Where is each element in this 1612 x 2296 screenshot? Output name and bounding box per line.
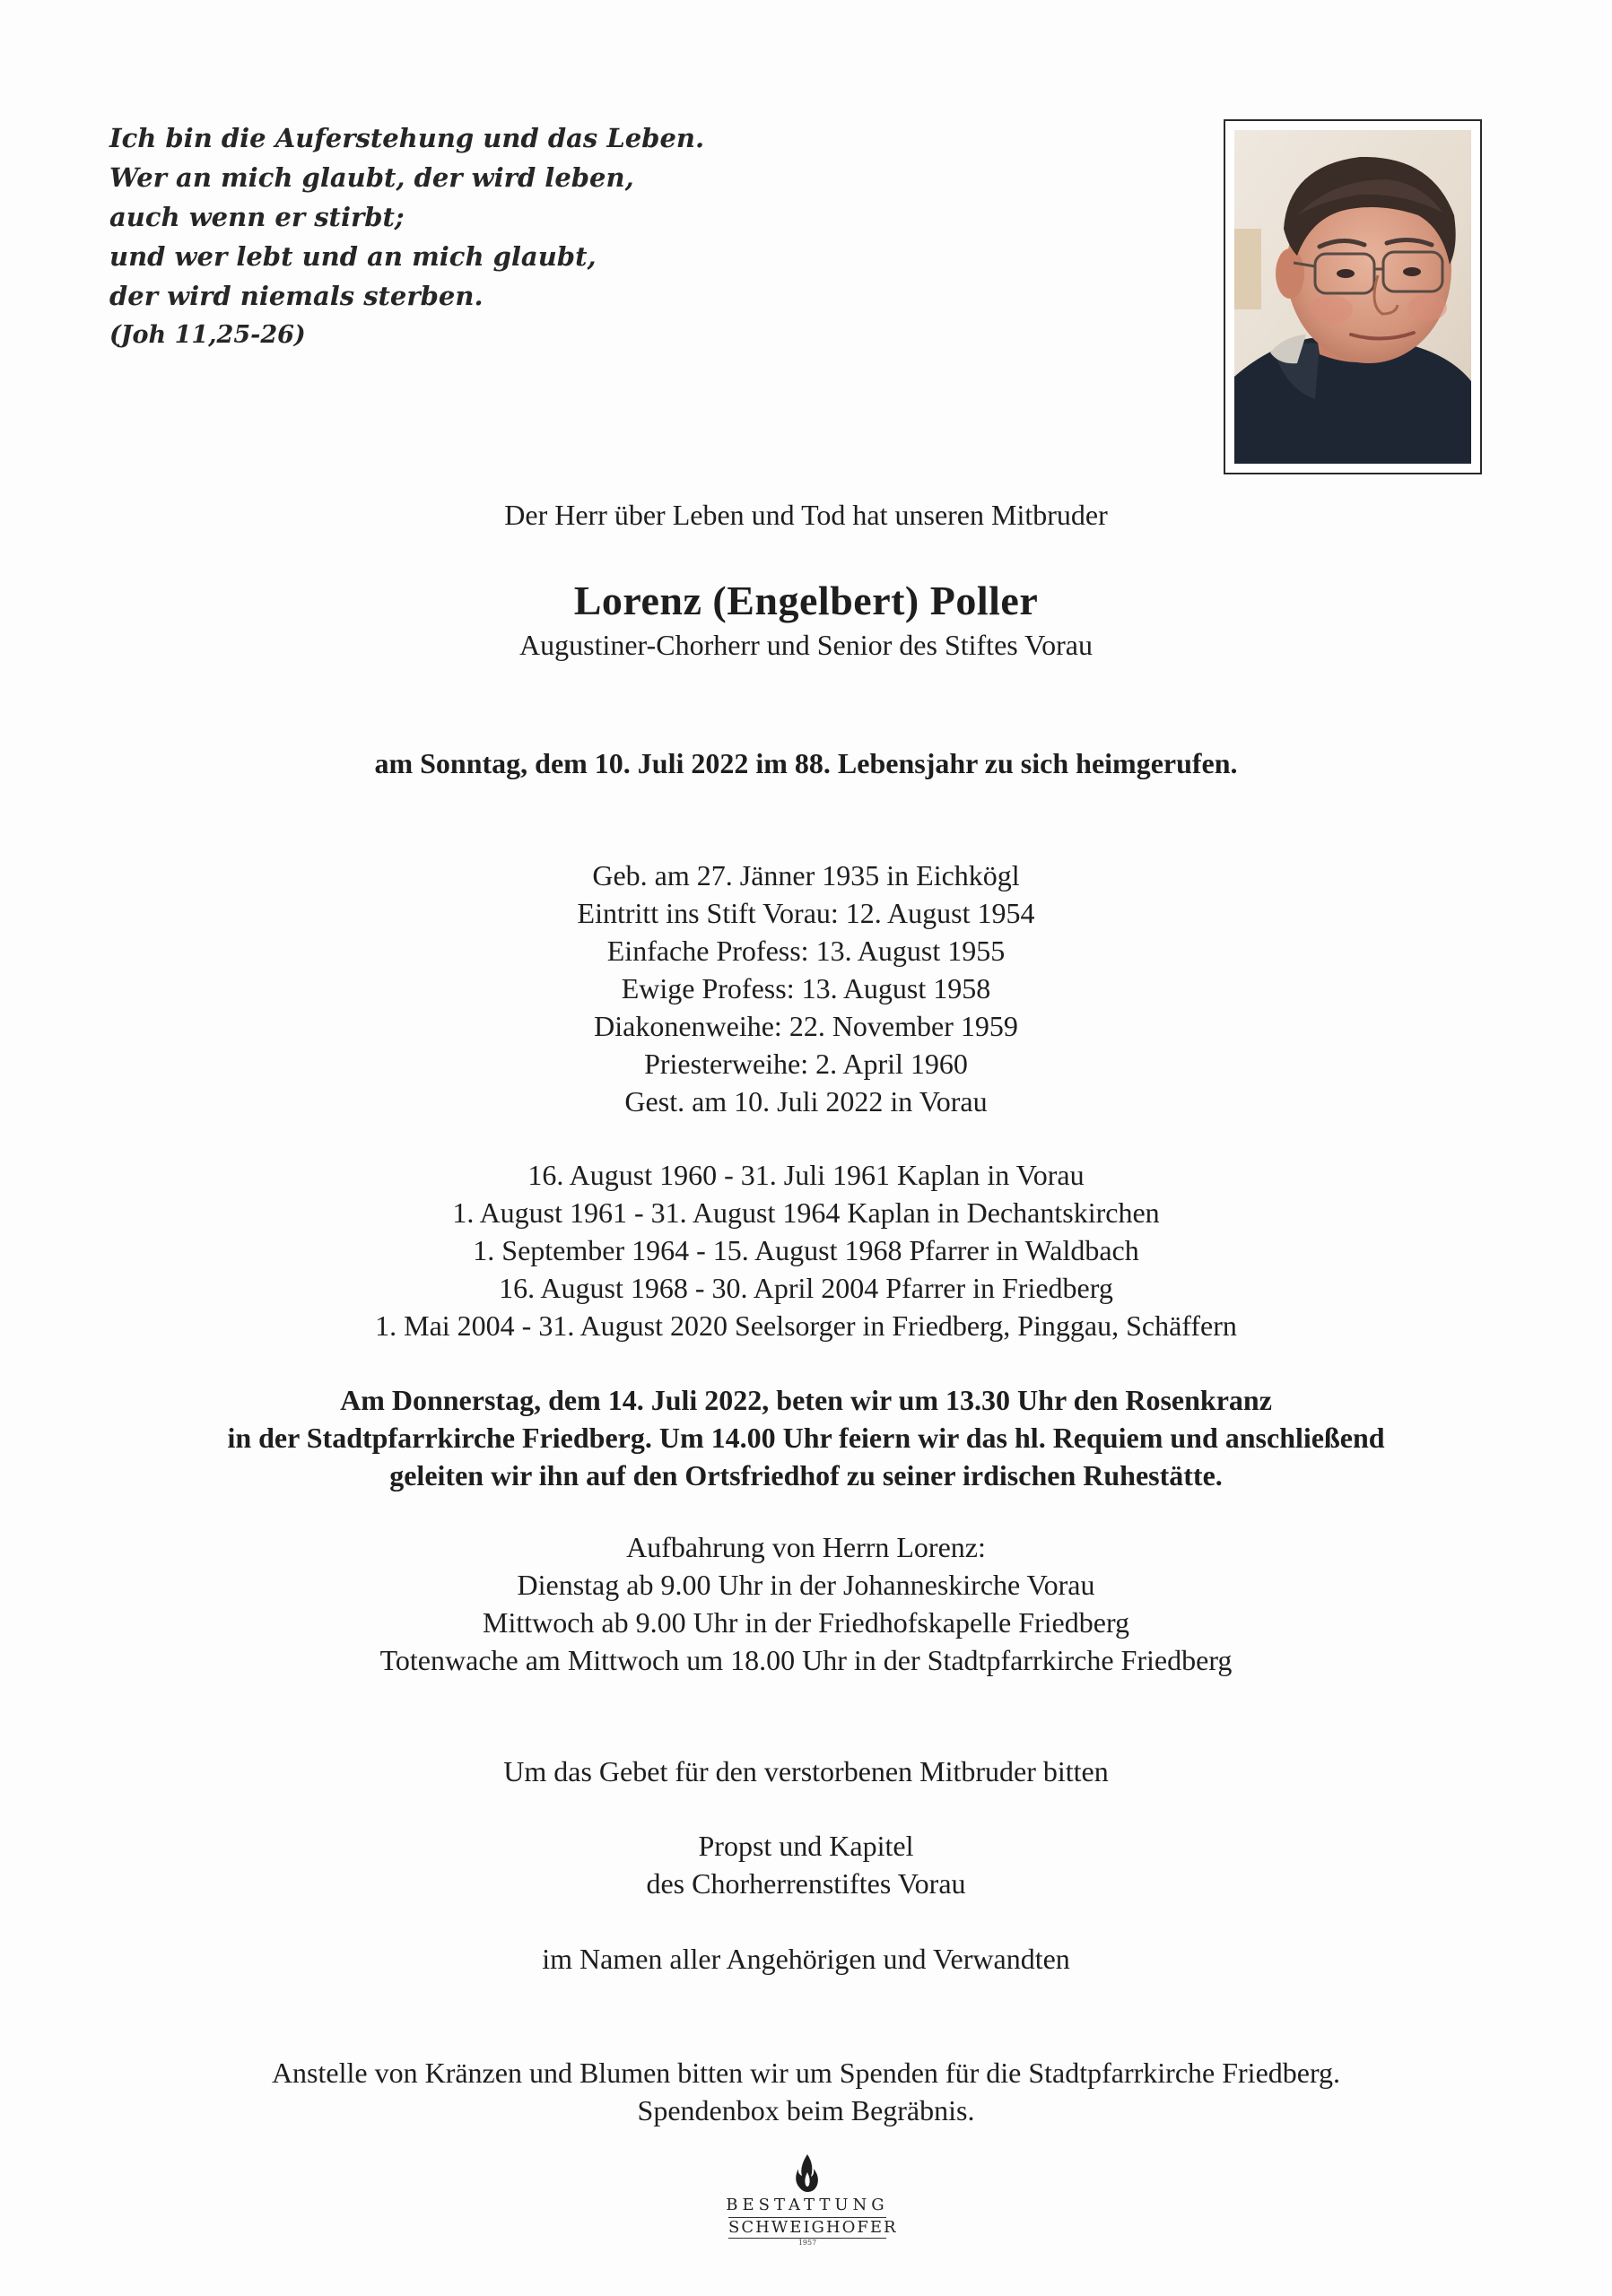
- life-date-line: Priesterweihe: 2. April 1960: [644, 1048, 968, 1080]
- intro-line: Der Herr über Leben und Tod hat unseren Mitbruder: [504, 499, 1108, 531]
- verse-reference: (Joh 11,25-26): [109, 321, 306, 349]
- career-list: [0, 1156, 1612, 1344]
- funeral-line: in der Stadtpfarrkirche Friedberg. Um 14.00 Uhr feiern wir das hl. Requiem und anschließend: [227, 1422, 1385, 1454]
- life-date-line: Geb. am 27. Jänner 1935 in Eichkögl: [592, 859, 1020, 891]
- prayer-request-line: Um das Gebet für den verstorbenen Mitbruder bitten: [503, 1755, 1109, 1787]
- life-date-line: Gest. am 10. Juli 2022 in Vorau: [624, 1085, 988, 1118]
- bible-verse: [109, 118, 705, 355]
- verse-line: auch wenn er stirbt;: [109, 202, 405, 232]
- life-date-line: Diakonenweihe: 22. November 1959: [594, 1010, 1018, 1042]
- donation-line: Spendenbox beim Begräbnis.: [637, 2094, 975, 2126]
- death-notice-line: am Sonntag, dem 10. Juli 2022 im 88. Lebensjahr zu sich heimgerufen.: [374, 747, 1238, 779]
- verse-line: der wird niemals sterben.: [109, 281, 484, 311]
- logo-line-1: BESTATTUNG: [726, 2196, 889, 2214]
- viewing-line: Dienstag ab 9.00 Uhr in der Johanneskirche Vorau: [517, 1569, 1095, 1601]
- funeral-info: [0, 1381, 1612, 1494]
- portrait-illustration: [1234, 130, 1471, 464]
- verse-line: und wer lebt und an mich glaubt,: [109, 241, 597, 272]
- prayer-request: [0, 1752, 1612, 1790]
- viewing-line: Totenwache am Mittwoch um 18.00 Uhr in der Stadtpfarrkirche Friedberg: [379, 1644, 1233, 1676]
- portrait-frame: [1224, 119, 1482, 474]
- career-line: 1. August 1961 - 31. August 1964 Kaplan in Dechantskirchen: [452, 1196, 1160, 1229]
- logo-line-2: SCHWEIGHOFER: [728, 2218, 898, 2237]
- career-line: 16. August 1960 - 31. Juli 1961 Kaplan in Vorau: [527, 1159, 1085, 1191]
- on-behalf: [0, 1940, 1612, 1978]
- funeral-home-logo: [718, 2152, 897, 2248]
- funeral-line: geleiten wir ihn auf den Ortsfriedhof zu seiner irdischen Ruhestätte.: [389, 1459, 1223, 1492]
- signatory-line: Propst und Kapitel: [698, 1830, 914, 1862]
- verse-line: Ich bin die Auferstehung und das Leben.: [109, 123, 705, 153]
- logo-year: 1957: [797, 2239, 817, 2247]
- life-date-line: Eintritt ins Stift Vorau: 12. August 1954: [577, 897, 1035, 929]
- signatory-line: des Chorherrenstiftes Vorau: [646, 1867, 966, 1900]
- portrait-photo: [1234, 130, 1471, 464]
- viewing-line: Mittwoch ab 9.00 Uhr in der Friedhofskapelle Friedberg: [482, 1606, 1130, 1639]
- verse-line: Wer an mich glaubt, der wird leben,: [109, 162, 634, 193]
- signatories: [0, 1827, 1612, 1902]
- viewing-line: Aufbahrung von Herrn Lorenz:: [626, 1531, 986, 1563]
- life-date-line: Ewige Profess: 13. August 1958: [621, 972, 991, 1004]
- viewing-info: [0, 1528, 1612, 1679]
- career-line: 1. September 1964 - 15. August 1968 Pfarrer in Waldbach: [473, 1234, 1139, 1266]
- donation-line: Anstelle von Kränzen und Blumen bitten wir um Spenden für die Stadtpfarrkirche Friedberg.: [271, 2057, 1341, 2089]
- life-dates: [0, 857, 1612, 1120]
- death-notice: [0, 744, 1612, 782]
- deceased-block: [0, 576, 1612, 664]
- intro-text: [0, 496, 1612, 534]
- deceased-title: Augustiner-Chorherr und Senior des Stiftes Vorau: [519, 629, 1093, 661]
- career-line: 16. August 1968 - 30. April 2004 Pfarrer in Friedberg: [499, 1272, 1113, 1304]
- flame-icon: [794, 2152, 821, 2194]
- donation-request: [0, 2054, 1612, 2129]
- on-behalf-line: im Namen aller Angehörigen und Verwandten: [542, 1943, 1070, 1975]
- life-date-line: Einfache Profess: 13. August 1955: [606, 935, 1006, 967]
- deceased-name: Lorenz (Engelbert) Poller: [573, 578, 1039, 623]
- career-line: 1. Mai 2004 - 31. August 2020 Seelsorger in Friedberg, Pinggau, Schäffern: [375, 1309, 1237, 1342]
- funeral-line: Am Donnerstag, dem 14. Juli 2022, beten wir um 13.30 Uhr den Rosenkranz: [340, 1384, 1272, 1416]
